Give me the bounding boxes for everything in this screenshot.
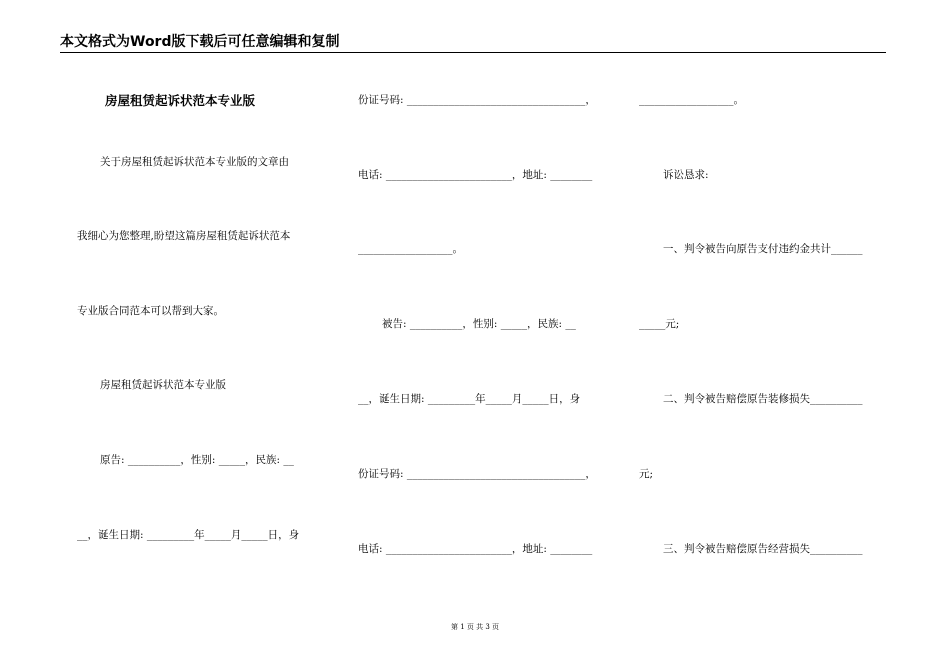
paragraph-line: 我细心为您整理,盼望这篇房屋租赁起诉状范本 bbox=[77, 230, 291, 242]
paragraph-line: 一、判令被告向原告支付违约金共计______ bbox=[663, 243, 863, 255]
paragraph-line: 关于房屋租赁起诉状范本专业版的文章由 bbox=[100, 156, 289, 168]
paragraph-line: __，诞生日期: _________年_____月_____日，身 bbox=[358, 393, 581, 405]
paragraph-line: 专业版合同范本可以帮到大家。 bbox=[77, 305, 224, 317]
paragraph-line: 诉讼恳求: bbox=[663, 169, 709, 181]
paragraph-line: 被告: __________，性别: _____，民族: __ bbox=[382, 318, 576, 330]
column-1 bbox=[0, 0, 320, 672]
document-title: 房屋租赁起诉状范本专业版 bbox=[105, 93, 256, 108]
paragraph-line: 三、判令被告赔偿原告经营损失__________ bbox=[663, 543, 863, 555]
paragraph-line: __________________。 bbox=[639, 94, 744, 106]
paragraph-line: 电话: ________________________，地址: ________ bbox=[358, 169, 593, 181]
paragraph-line: 元; bbox=[639, 468, 654, 480]
paragraph-line: 份证号码: __________________________________， bbox=[358, 468, 596, 480]
paragraph-line: 原告: __________，性别: _____，民族: __ bbox=[100, 454, 294, 466]
paragraph-line: 二、判令被告赔偿原告装修损失__________ bbox=[663, 393, 863, 405]
paragraph-line: __________________。 bbox=[358, 243, 463, 255]
page-number: 第 1 页 共 3 页 bbox=[450, 623, 500, 631]
paragraph-line: 份证号码: __________________________________， bbox=[358, 94, 596, 106]
column-3 bbox=[635, 0, 895, 672]
paragraph-line: 房屋租赁起诉状范本专业版 bbox=[100, 379, 226, 391]
paragraph-line: 电话: ________________________，地址: ________ bbox=[358, 543, 593, 555]
column-2 bbox=[350, 0, 630, 672]
header-title: 本文格式为Word版下载后可任意编辑和复制 bbox=[60, 34, 340, 50]
paragraph-line: _____元; bbox=[639, 318, 680, 330]
paragraph-line: __，诞生日期: _________年_____月_____日，身 bbox=[77, 529, 300, 541]
